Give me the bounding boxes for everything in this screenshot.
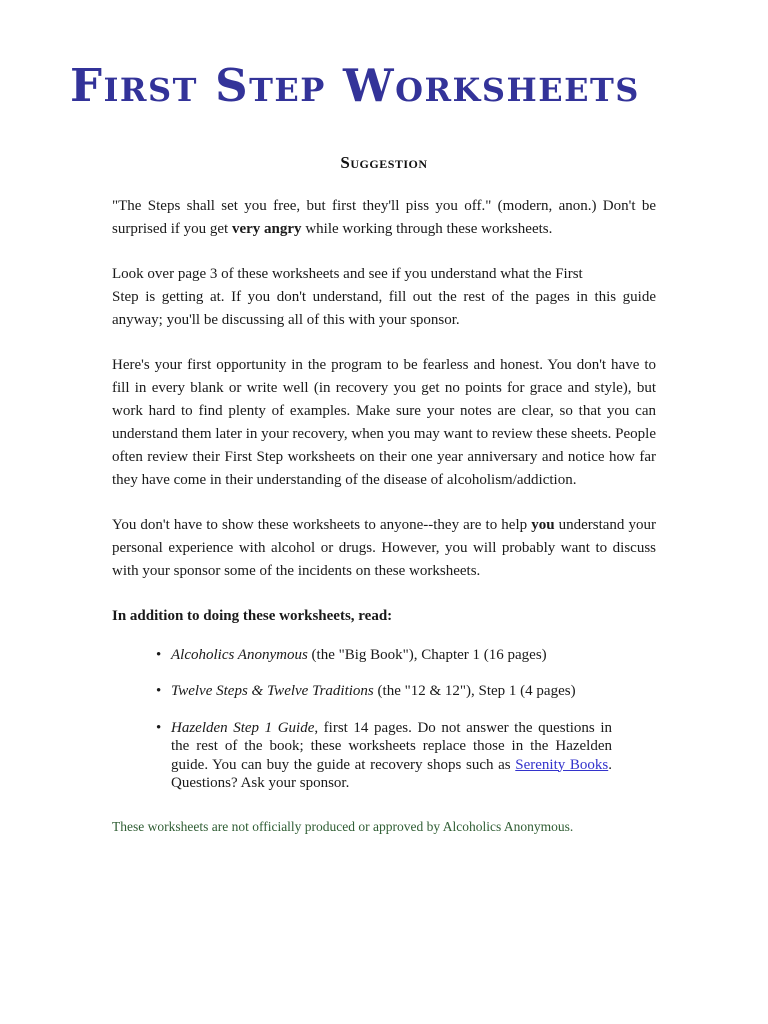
list-item-hazelden-guide (156, 719, 612, 793)
bold-text: very angry (231, 220, 302, 237)
book-title-text: Hazelden Step 1 Guide (171, 719, 315, 736)
bold-text: you (531, 516, 555, 533)
serenity-books-link[interactable]: Serenity Books (515, 756, 609, 773)
section-heading: Suggestion (340, 152, 428, 172)
text-run: , first 14 pages. Do not answer the questions in the rest of the book; these worksheets replace those in the Hazelden guide. You can buy the guide at recovery shops such as (171, 719, 612, 773)
text-run: . Questions? Ask your sponsor. (171, 756, 612, 792)
disclaimer-note: These worksheets are not officially produced or approved by Alcoholics Anonymous. (112, 818, 574, 834)
read-list-heading: In addition to doing these worksheets, read: (112, 607, 393, 624)
text-run: (the "12 & 12"), Step 1 (4 pages) (373, 683, 576, 700)
text-run: "The Steps shall set you free, but first they'll piss you off." (modern, anon.) Don't be surprised if you get (112, 197, 656, 237)
paragraph-quote (112, 195, 656, 241)
text-run: Look over page 3 of these worksheets and see if you understand what the First (112, 265, 583, 282)
book-title-text: Twelve Steps & Twelve Traditions (171, 683, 374, 700)
text-run: You don't have to show these worksheets to anyone--they are to help (112, 516, 532, 533)
list-item-big-book (156, 646, 612, 665)
text-run: Here's your first opportunity in the program to be fearless and honest. You don't have to fill in every blank or write well (in recovery you get no points for grace and style), but work hard to find plenty of examples. Make sure your notes are clear, so that you can understand them later in your recovery, when you may want to review these sheets. People often review their First Step worksheets on their one year anniversary and notice how far they have come in their understanding of the disease of alcoholism/addiction. (112, 356, 656, 488)
text-run: Step is getting at. If you don't understand, fill out the rest of the pages in this guide anyway; you'll be discussing all of this with your sponsor. (112, 288, 656, 328)
text-run: while working through these worksheets. (301, 220, 553, 237)
paragraph-show-worksheets (112, 514, 656, 583)
paragraph-look-over-page3 (112, 263, 656, 332)
paragraph-first-opportunity (112, 354, 656, 492)
list-item-twelve-and-twelve (156, 682, 612, 701)
text-run: understand your personal experience with alcohol or drugs. However, you will probably want to discuss with your sponsor some of the incidents on these worksheets. (112, 516, 656, 579)
book-title-text: Alcoholics Anonymous (171, 646, 308, 663)
text-run: (the "Big Book"), Chapter 1 (16 pages) (307, 646, 547, 663)
reading-list (156, 646, 612, 793)
page-title: First Step Worksheets (70, 59, 640, 112)
